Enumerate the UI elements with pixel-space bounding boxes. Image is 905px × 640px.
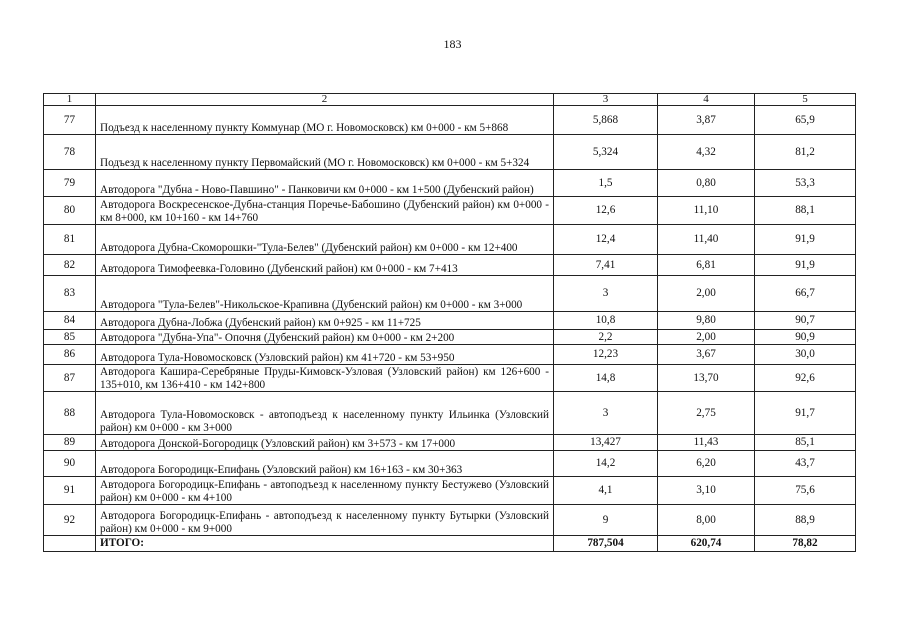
- header-cell-3: 3: [554, 94, 658, 106]
- value-col-4: 11,10: [658, 197, 755, 225]
- row-number: 77: [44, 106, 96, 135]
- value-col-4: 3,10: [658, 477, 755, 505]
- table-row: [44, 312, 856, 330]
- row-number: 78: [44, 135, 96, 170]
- table-row: [44, 330, 856, 345]
- table-row: [44, 451, 856, 477]
- row-number: 84: [44, 312, 96, 330]
- table-row: [44, 225, 856, 255]
- road-name: Автодорога Богородицк-Епифань - автоподъезд к населенному пункту Бестужево (Узловский район) км 0+000 - км 4+100: [96, 477, 554, 505]
- value-col-5: 75,6: [755, 477, 856, 505]
- road-name: Подъезд к населенному пункту Коммунар (МО г. Новомосковск) км 0+000 - км 5+868: [96, 106, 554, 135]
- value-col-4: 13,70: [658, 365, 755, 392]
- value-col-4: 0,80: [658, 170, 755, 197]
- length-value: 13,427: [554, 435, 658, 451]
- value-col-4: 11,43: [658, 435, 755, 451]
- row-number: 92: [44, 505, 96, 536]
- table-row: [44, 135, 856, 170]
- value-col-5: 66,7: [755, 276, 856, 312]
- table-row: [44, 477, 856, 505]
- value-col-5: 88,1: [755, 197, 856, 225]
- row-number: 89: [44, 435, 96, 451]
- row-number: 90: [44, 451, 96, 477]
- value-col-4: 2,00: [658, 330, 755, 345]
- value-col-4: 11,40: [658, 225, 755, 255]
- total-col-4: 620,74: [658, 536, 755, 552]
- row-number: 82: [44, 255, 96, 276]
- value-col-5: 90,9: [755, 330, 856, 345]
- value-col-5: 91,9: [755, 225, 856, 255]
- table-row: [44, 197, 856, 225]
- road-name: Подъезд к населенному пункту Первомайский (МО г. Новомосковск) км 0+000 - км 5+324: [96, 135, 554, 170]
- header-cell-2: 2: [96, 94, 554, 106]
- value-col-5: 88,9: [755, 505, 856, 536]
- length-value: 4,1: [554, 477, 658, 505]
- value-col-4: 6,20: [658, 451, 755, 477]
- length-value: 2,2: [554, 330, 658, 345]
- total-row: [44, 536, 856, 552]
- length-value: 9: [554, 505, 658, 536]
- row-number: 80: [44, 197, 96, 225]
- value-col-5: 65,9: [755, 106, 856, 135]
- value-col-4: 2,75: [658, 392, 755, 435]
- row-number: 79: [44, 170, 96, 197]
- value-col-4: 4,32: [658, 135, 755, 170]
- row-number: 87: [44, 365, 96, 392]
- length-value: 10,8: [554, 312, 658, 330]
- row-number: 86: [44, 345, 96, 365]
- page-number: 183: [443, 37, 462, 51]
- header-cell-4: 4: [658, 94, 755, 106]
- row-number: 83: [44, 276, 96, 312]
- length-value: 14,2: [554, 451, 658, 477]
- length-value: 12,4: [554, 225, 658, 255]
- header-cell-5: 5: [755, 94, 856, 106]
- value-col-5: 43,7: [755, 451, 856, 477]
- road-name: Автодорога Богородицк-Епифань - автоподъезд к населенному пункту Бутырки (Узловский район) км 0+000 - км 9+000: [96, 505, 554, 536]
- value-col-5: 90,7: [755, 312, 856, 330]
- length-value: 7,41: [554, 255, 658, 276]
- value-col-4: 3,87: [658, 106, 755, 135]
- table-row: [44, 170, 856, 197]
- row-number: 91: [44, 477, 96, 505]
- road-name: Автодорога Донской-Богородицк (Узловский район) км 3+573 - км 17+000: [96, 435, 554, 451]
- total-label: ИТОГО:: [96, 536, 554, 552]
- total-col-5: 78,82: [755, 536, 856, 552]
- table-row: [44, 435, 856, 451]
- row-number: 88: [44, 392, 96, 435]
- length-value: 14,8: [554, 365, 658, 392]
- total-col-3: 787,504: [554, 536, 658, 552]
- length-value: 5,324: [554, 135, 658, 170]
- length-value: 5,868: [554, 106, 658, 135]
- value-col-5: 81,2: [755, 135, 856, 170]
- road-name: Автодорога Тула-Новомосковск - автоподъезд к населенному пункту Ильинка (Узловский район) км 0+000 - км 3+000: [96, 392, 554, 435]
- value-col-5: 91,7: [755, 392, 856, 435]
- road-name: Автодорога "Дубна-Упа"- Опочня (Дубенский район) км 0+000 - км 2+200: [96, 330, 554, 345]
- value-col-5: 85,1: [755, 435, 856, 451]
- length-value: 3: [554, 276, 658, 312]
- table-row: [44, 276, 856, 312]
- roads-table: [43, 93, 856, 552]
- length-value: 1,5: [554, 170, 658, 197]
- value-col-5: 53,3: [755, 170, 856, 197]
- row-number: 81: [44, 225, 96, 255]
- road-name: Автодорога "Дубна - Ново-Павшино" - Панковичи км 0+000 - км 1+500 (Дубенский район): [96, 170, 554, 197]
- header-row: [44, 94, 856, 106]
- road-name: Автодорога Тимофеевка-Головино (Дубенский район) км 0+000 - км 7+413: [96, 255, 554, 276]
- road-name: Автодорога Кашира-Серебряные Пруды-Кимовск-Узловая (Узловский район) км 126+600 - 135+010, км 136+410 - км 142+800: [96, 365, 554, 392]
- header-cell-1: 1: [44, 94, 96, 106]
- value-col-4: 9,80: [658, 312, 755, 330]
- value-col-5: 91,9: [755, 255, 856, 276]
- row-number: 85: [44, 330, 96, 345]
- value-col-5: 92,6: [755, 365, 856, 392]
- length-value: 12,23: [554, 345, 658, 365]
- road-name: Автодорога Богородицк-Епифань (Узловский район) км 16+163 - км 30+363: [96, 451, 554, 477]
- table-row: [44, 392, 856, 435]
- road-name: Автодорога "Тула-Белев"-Никольское-Крапивна (Дубенский район) км 0+000 - км 3+000: [96, 276, 554, 312]
- table-row: [44, 255, 856, 276]
- road-name: Автодорога Воскресенское-Дубна-станция Поречье-Бабошино (Дубенский район) км 0+000 - км 8+000, км 10+160 - км 14+760: [96, 197, 554, 225]
- value-col-5: 30,0: [755, 345, 856, 365]
- road-name: Автодорога Тула-Новомосковск (Узловский район) км 41+720 - км 53+950: [96, 345, 554, 365]
- table-row: [44, 345, 856, 365]
- total-empty-cell: [44, 536, 96, 552]
- length-value: 3: [554, 392, 658, 435]
- length-value: 12,6: [554, 197, 658, 225]
- road-name: Автодорога Дубна-Лобжа (Дубенский район) км 0+925 - км 11+725: [96, 312, 554, 330]
- road-name: Автодорога Дубна-Скоморошки-"Тула-Белев" (Дубенский район) км 0+000 - км 12+400: [96, 225, 554, 255]
- table-row: [44, 106, 856, 135]
- value-col-4: 2,00: [658, 276, 755, 312]
- table-row: [44, 505, 856, 536]
- value-col-4: 8,00: [658, 505, 755, 536]
- value-col-4: 6,81: [658, 255, 755, 276]
- value-col-4: 3,67: [658, 345, 755, 365]
- table-row: [44, 365, 856, 392]
